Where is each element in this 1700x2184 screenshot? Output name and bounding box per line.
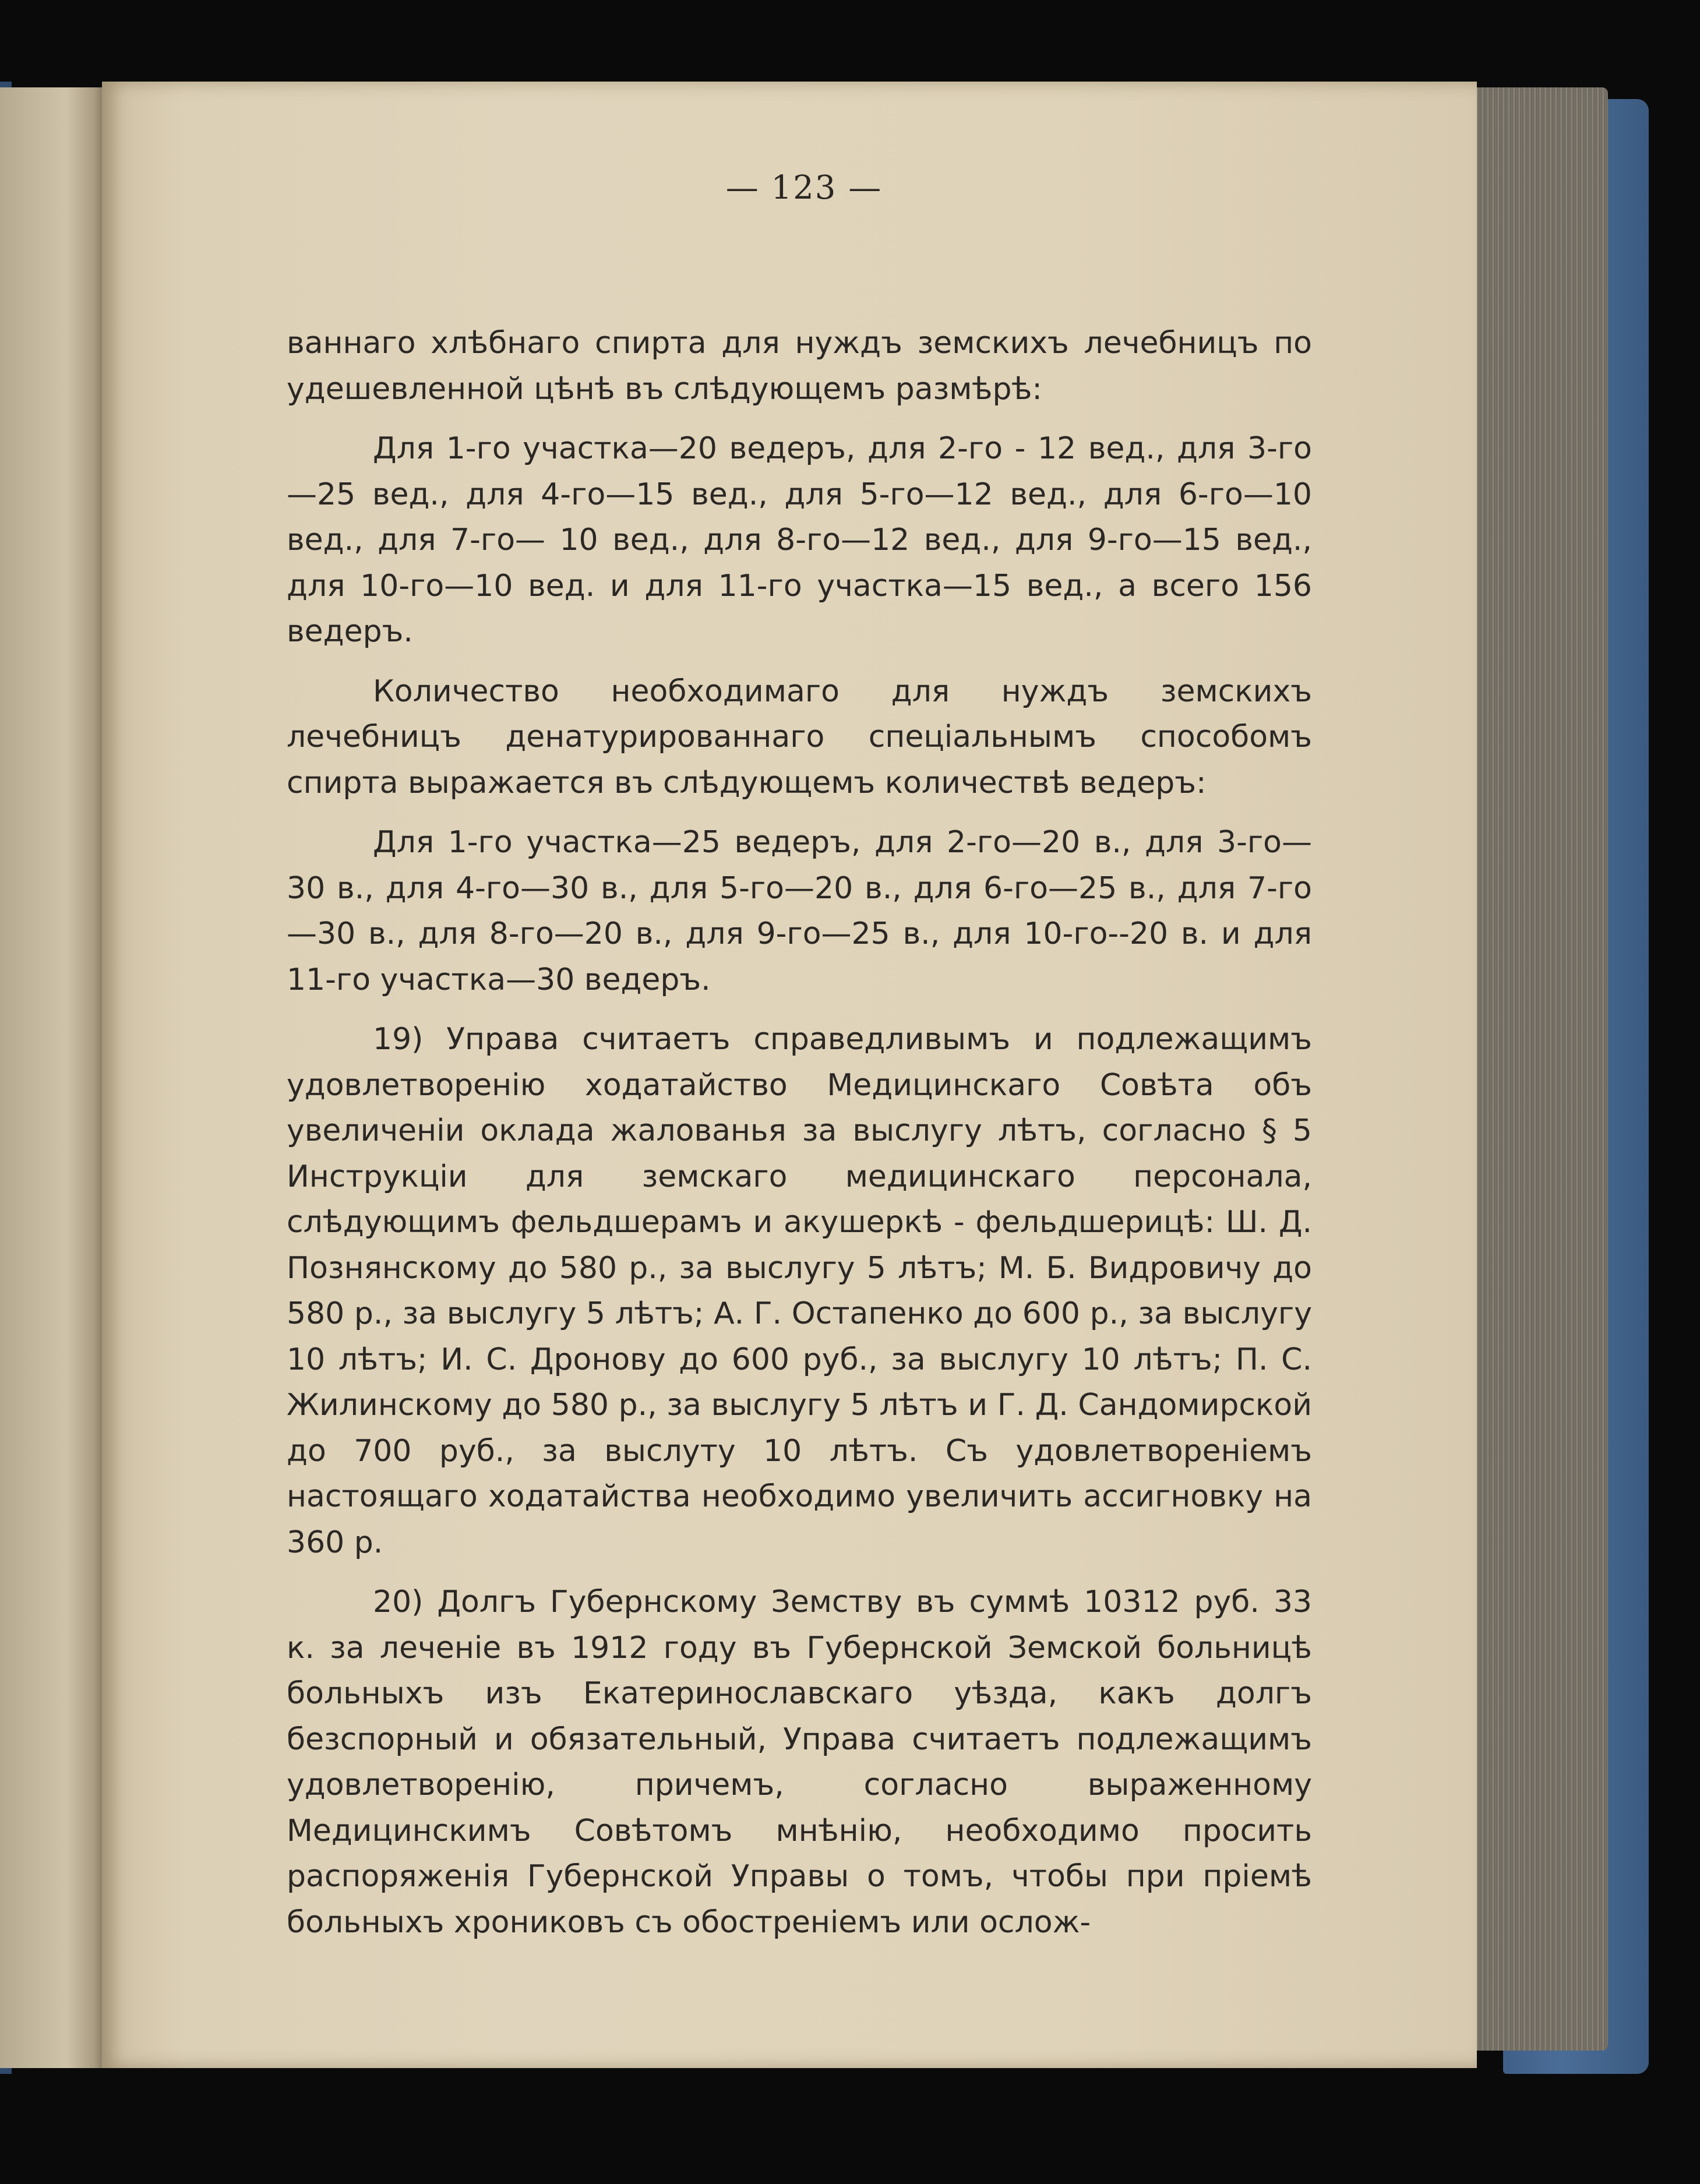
page-text xyxy=(287,320,1312,1959)
paragraph-1: ваннаго хлѣбнаго спирта для нуждъ земскихъ лечебницъ по удешевленной цѣнѣ въ слѣдующемъ размѣрѣ: xyxy=(287,326,1312,407)
paragraph-5: 19) Управа считаетъ справедливымъ и подлежащимъ удовлетворенію ходатайство Медицинскаго Совѣта объ увеличеніи оклада жалованья за выслугу лѣтъ, согласно § 5 Инструкціи для земскаго медицинскаго персонала, слѣдующимъ фельдшерамъ и акушеркѣ - фельдшерицѣ: Ш. Д. Познянскому до 580 р., за выслугу 5 лѣтъ; М. Б. Видровичу до 580 р., за выслугу 5 лѣтъ; А. Г. Остапенко до 600 р., за выслугу 10 лѣтъ; И. С. Дронову до 600 руб., за выслугу 10 лѣтъ; П. С. Жилинскому до 580 р., за выслугу 5 лѣтъ и Г. Д. Сандомирской до 700 руб., за выслуту 10 лѣтъ. Съ удовлетвореніемъ настоящаго ходатайства необходимо увеличить ассигновку на 360 р. xyxy=(287,1022,1312,1560)
previous-page-edge xyxy=(0,87,111,2068)
paragraph-2: Для 1-го участка—20 ведеръ, для 2-го - 12 вед., для 3-го—25 вед., для 4-го—15 вед., для 5-го—12 вед., для 6-го—10 вед., для 7-го— 10 вед., для 8-го—12 вед., для 9-го—15 вед., для 10-го—10 вед. и для 11-го участка—15 вед., а всего 156 ведеръ. xyxy=(287,431,1312,649)
paragraph-6: 20) Долгъ Губернскому Земству въ суммѣ 10312 руб. 33 к. за леченіе въ 1912 году въ Губернской Земской больницѣ больныхъ изъ Екатеринославскаго уѣзда, какъ долгъ безспорный и обязательный, Управа считаетъ подлежащимъ удовлетворенію, причемъ, согласно выраженному Медицинскимъ Совѣтомъ мнѣнію, необходимо просить распоряженія Губернской Управы о томъ, чтобы при пріемѣ больныхъ хрониковъ съ обостреніемъ или ослож- xyxy=(287,1585,1312,1940)
paragraph-4: Для 1-го участка—25 ведеръ, для 2-го—20 в., для 3-го—30 в., для 4-го—30 в., для 5-го—20 в., для 6-го—25 в., для 7-го—30 в., для 8-го—20 в., для 9-го—25 в., для 10-го--20 в. и для 11-го участка—30 ведеръ. xyxy=(287,825,1312,997)
paragraph-3: Количество необходимаго для нуждъ земскихъ лечебницъ денатурированнаго спеціальнымъ способомъ спирта выражается въ слѣдующемъ количествѣ ведеръ: xyxy=(287,673,1312,800)
page-number: — 123 — xyxy=(725,169,883,207)
page-stack-edges xyxy=(1474,87,1608,2051)
